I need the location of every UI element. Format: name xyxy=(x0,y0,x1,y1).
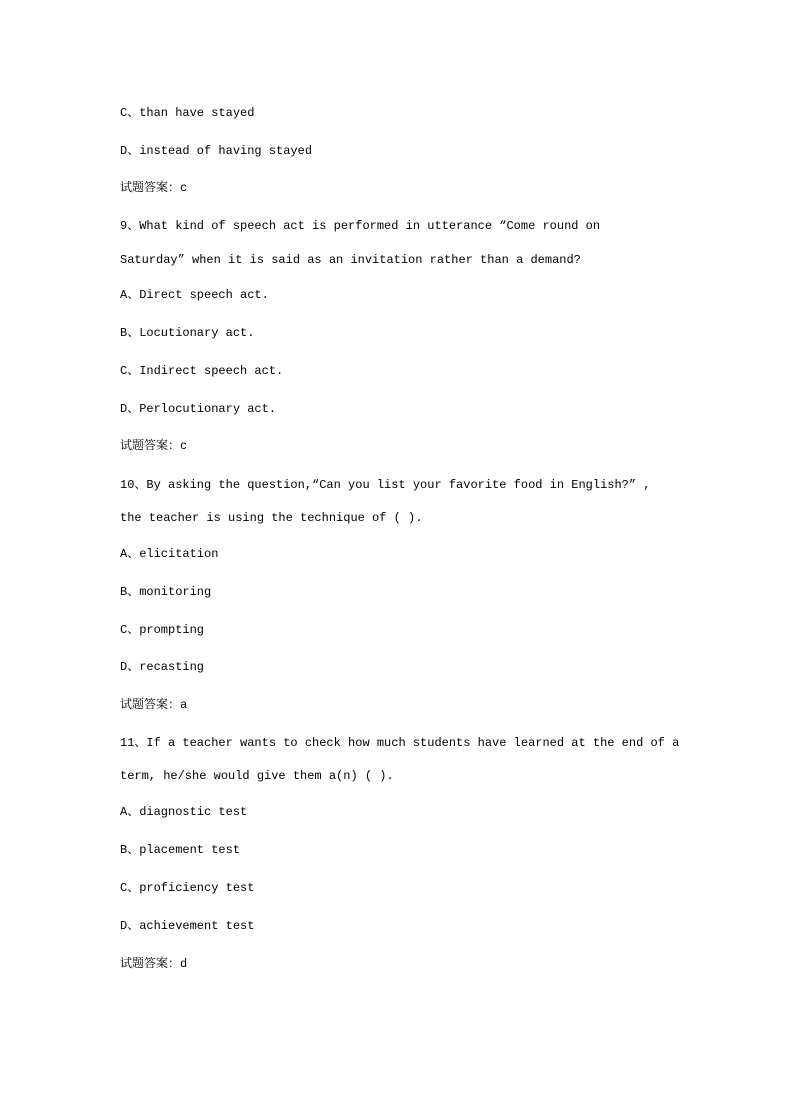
option-c: C、proficiency test xyxy=(120,881,255,895)
option-a: A、Direct speech act. xyxy=(120,288,269,302)
question-11: 11、If a teacher wants to check how much students have learned at the end of a xyxy=(120,736,680,750)
option-b: B、placement test xyxy=(120,843,241,857)
option-d: D、instead of having stayed xyxy=(120,144,313,158)
option-b: B、Locutionary act. xyxy=(120,326,255,340)
question-9: 9、What kind of speech act is performed in utterance “Come round on xyxy=(120,219,601,233)
option-d: D、Perlocutionary act. xyxy=(120,402,277,416)
option-c: C、than have stayed xyxy=(120,106,255,120)
option-a: A、elicitation xyxy=(120,547,219,561)
option-d: D、recasting xyxy=(120,660,205,674)
question-10-cont: the teacher is using the technique of ( ). xyxy=(120,511,423,525)
option-c: C、prompting xyxy=(120,623,205,637)
answer: 试题答案：c xyxy=(120,181,188,195)
option-c: C、Indirect speech act. xyxy=(120,364,284,378)
answer: 试题答案：c xyxy=(120,439,188,453)
option-a: A、diagnostic test xyxy=(120,805,248,819)
answer: 试题答案：d xyxy=(120,957,188,971)
question-9-cont: Saturday” when it is said as an invitation rather than a demand? xyxy=(120,253,581,267)
option-b: B、monitoring xyxy=(120,585,212,599)
answer: 试题答案：a xyxy=(120,698,188,712)
question-10: 10、By asking the question,“Can you list your favorite food in English?” , xyxy=(120,478,651,492)
question-11-cont: term, he/she would give them a(n) ( ). xyxy=(120,769,394,783)
option-d: D、achievement test xyxy=(120,919,255,933)
